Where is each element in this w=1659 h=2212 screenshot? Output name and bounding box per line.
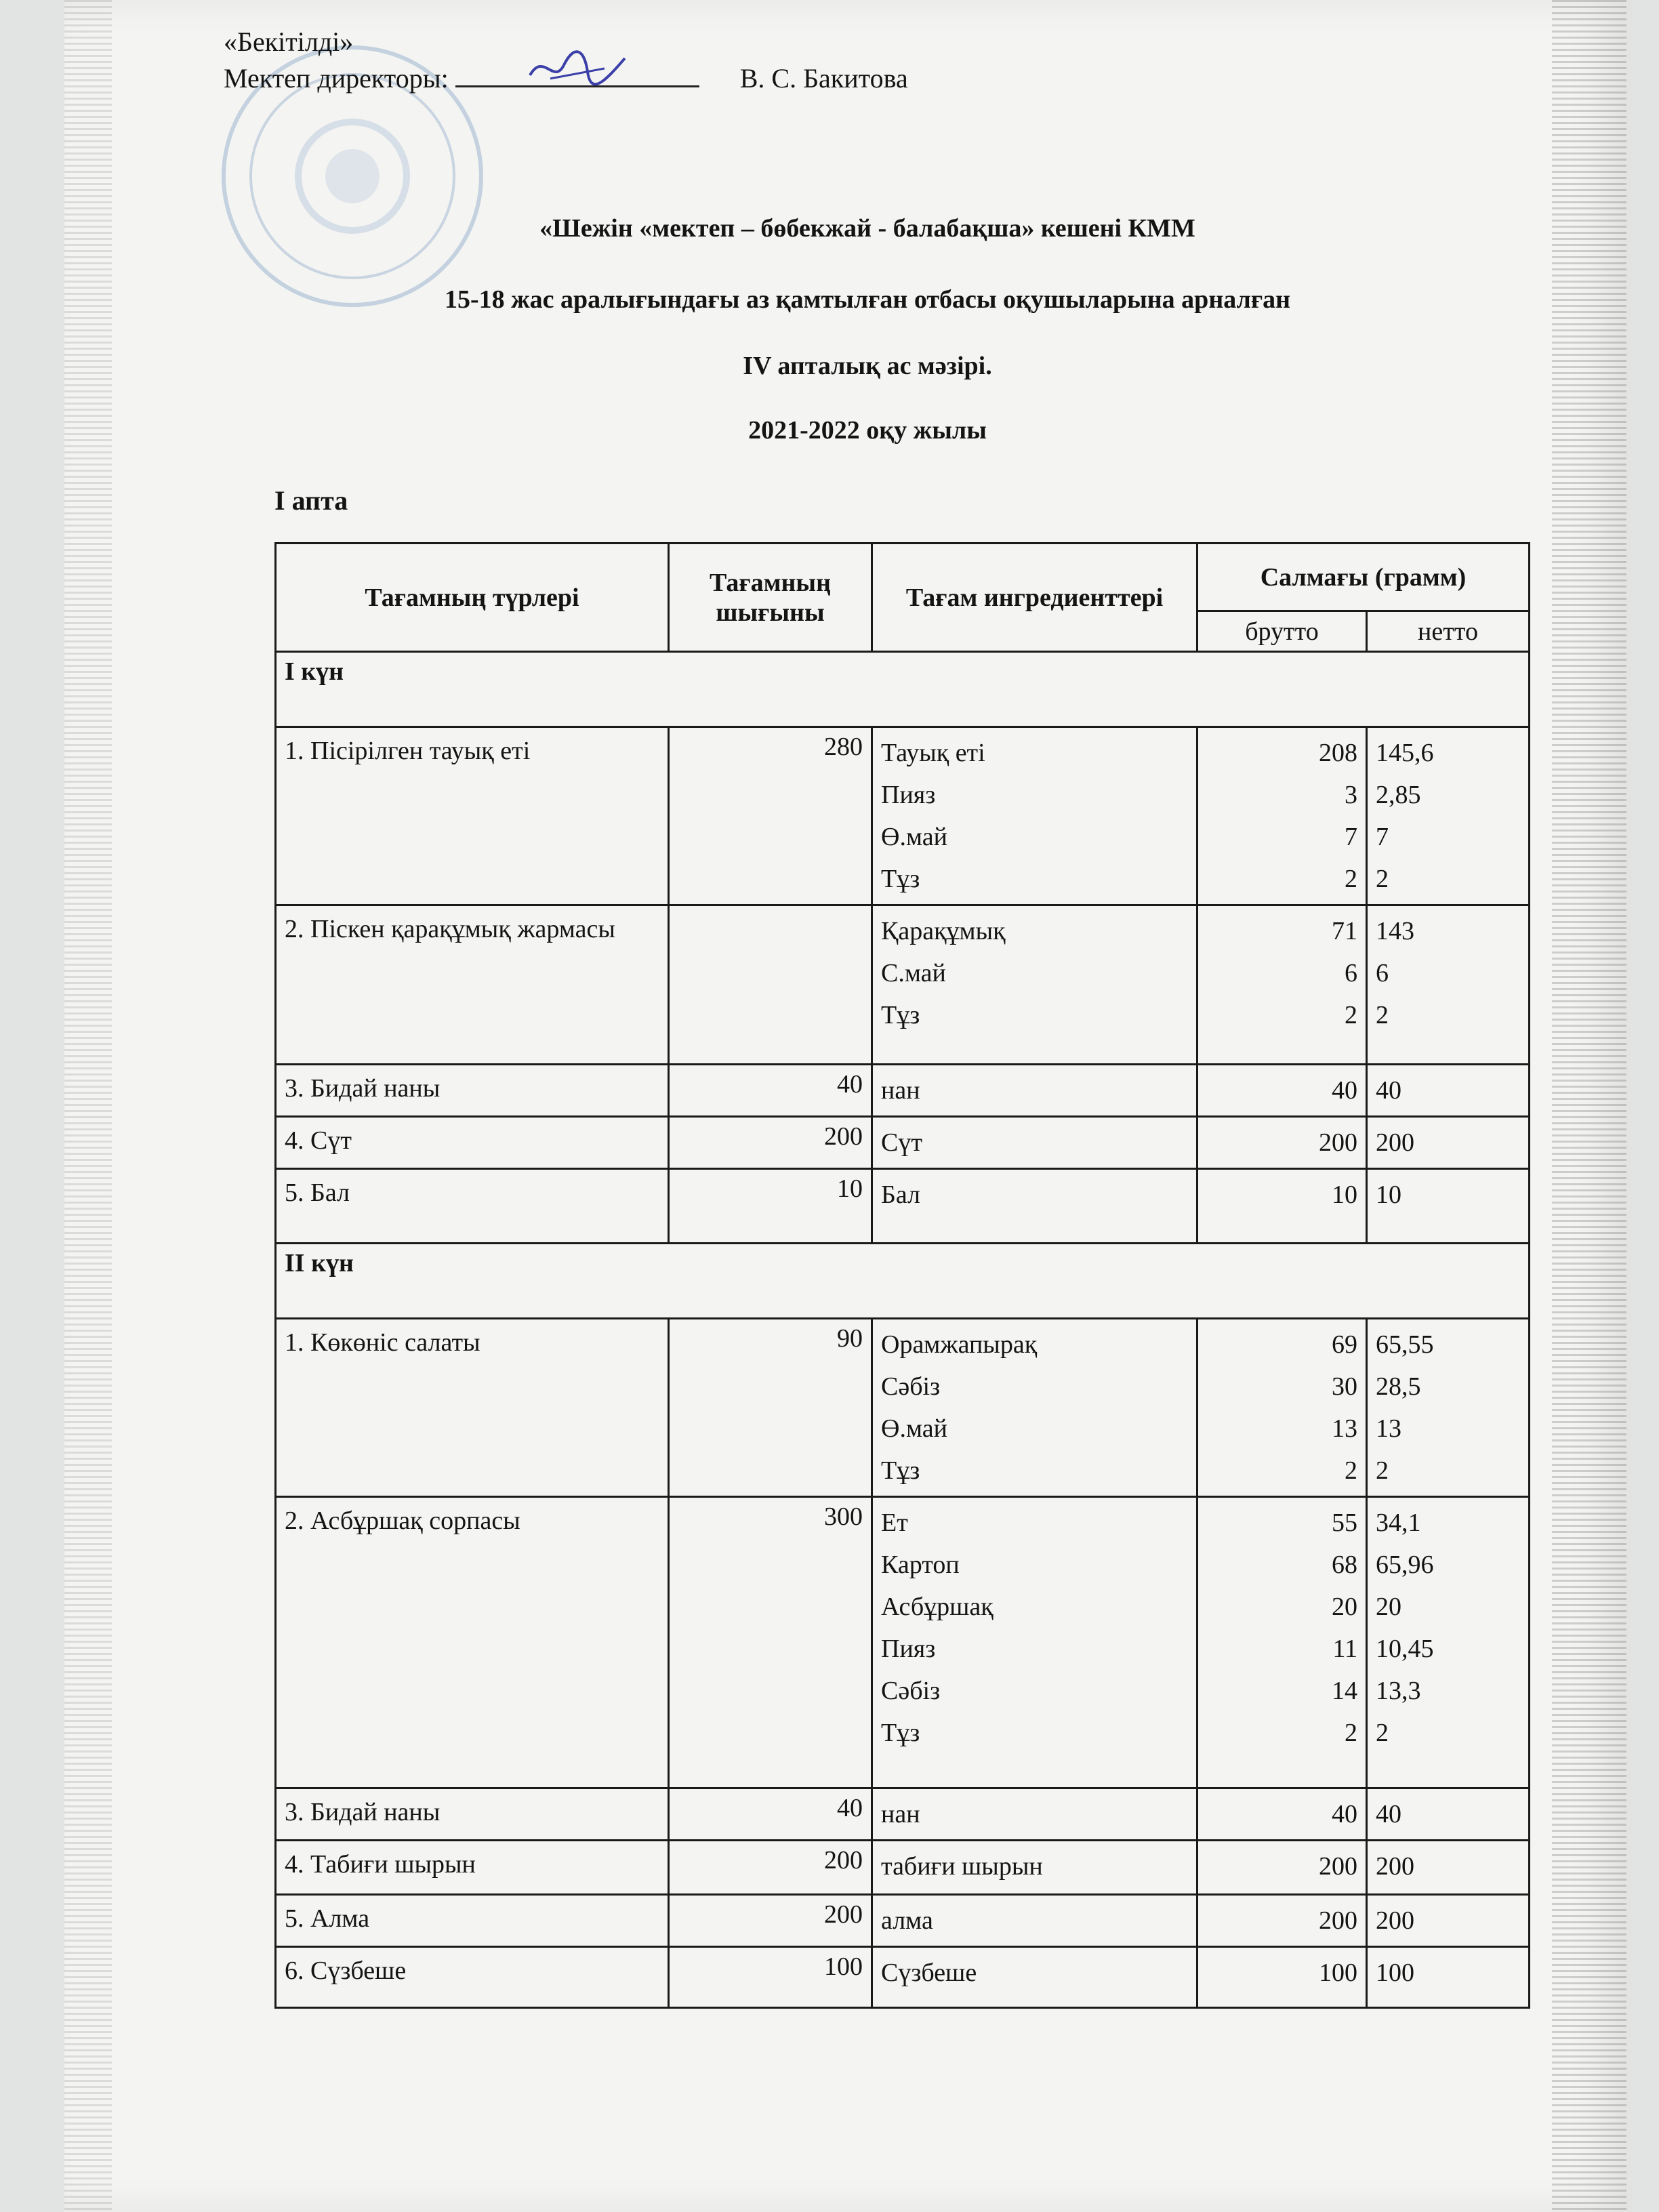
scan-edge-left [64, 0, 112, 2212]
netto-value: 7 [1376, 823, 1389, 851]
netto-value: 200 [1376, 1852, 1414, 1881]
dish-yield: 100 [669, 1947, 872, 2008]
dish-brutto-cell [1197, 1065, 1367, 1117]
dish-ingredients-cell [872, 1319, 1197, 1497]
dish-yield: 200 [669, 1117, 872, 1169]
ingredient-name: С.май [881, 959, 946, 987]
title-line-3: IV апталық ас мәзірі. [743, 352, 992, 380]
dish-row [276, 1497, 1530, 1788]
netto-value: 2 [1376, 1456, 1389, 1485]
brutto-value: 7 [1345, 823, 1357, 851]
netto-value: 13 [1376, 1414, 1401, 1443]
netto-value: 13,3 [1376, 1677, 1421, 1705]
dish-brutto-cell [1197, 905, 1367, 1065]
title-line-4: 2021-2022 оқу жылы [748, 416, 987, 445]
ingredient-name: Ет [881, 1509, 908, 1537]
dish-yield: 200 [669, 1841, 872, 1895]
dish-netto-cell [1367, 1065, 1530, 1117]
netto-value: 200 [1376, 1128, 1414, 1157]
title-line-2: 15-18 жас аралығындағы аз қамтылған отбасы оқушыларына арналған [444, 285, 1291, 314]
week-label: I апта [274, 485, 348, 516]
ingredient-name: табиғи шырын [881, 1852, 1043, 1881]
dish-row [276, 1947, 1530, 2008]
dish-row [276, 1319, 1530, 1497]
dish-row [276, 727, 1530, 905]
dish-netto-cell [1367, 1947, 1530, 2008]
brutto-value: 200 [1319, 1906, 1357, 1935]
dish-name: 6. Сүзбеше [276, 1947, 669, 2008]
brutto-value: 55 [1332, 1509, 1357, 1537]
dish-ingredients-cell [872, 727, 1197, 905]
director-name: В. С. Бакитова [739, 63, 908, 94]
dish-brutto-cell [1197, 1497, 1367, 1788]
ingredient-name: нан [881, 1076, 920, 1105]
brutto-value: 30 [1332, 1372, 1357, 1401]
menu-table [274, 542, 1530, 2009]
scan-edge-right [1552, 0, 1626, 2212]
dish-name: 1. Көкөніс салаты [276, 1319, 669, 1497]
ingredient-name: Бал [881, 1181, 920, 1209]
header-netto: нетто [1367, 611, 1530, 652]
ingredient-name: Пияз [881, 1635, 936, 1663]
brutto-value: 6 [1345, 959, 1357, 987]
header-ingredients: Тағам ингредиенттері [872, 544, 1197, 652]
dish-ingredients-cell [872, 1117, 1197, 1169]
brutto-value: 10 [1332, 1181, 1357, 1209]
brutto-value: 13 [1332, 1414, 1357, 1443]
dish-ingredients-cell [872, 1065, 1197, 1117]
dish-ingredients-cell [872, 1947, 1197, 2008]
signature-line [455, 58, 699, 87]
brutto-value: 200 [1319, 1128, 1357, 1157]
ingredient-name: Тауық еті [881, 739, 985, 767]
title-line-1: «Шежін «мектеп – бөбекжай - балабақша» кешені КММ [539, 214, 1195, 243]
brutto-value: 2 [1345, 1001, 1357, 1029]
dish-netto-cell [1367, 1117, 1530, 1169]
brutto-value: 200 [1319, 1852, 1357, 1881]
dish-netto-cell [1367, 1497, 1530, 1788]
dish-yield: 90 [669, 1319, 872, 1497]
netto-value: 65,96 [1376, 1551, 1434, 1579]
ingredient-name: Орамжапырақ [881, 1330, 1038, 1359]
dish-yield [669, 905, 872, 1065]
netto-value: 200 [1376, 1906, 1414, 1935]
ingredient-name: Сәбіз [881, 1372, 941, 1401]
dish-brutto-cell [1197, 1841, 1367, 1895]
netto-value: 145,6 [1376, 739, 1434, 767]
ingredient-name: Тұз [881, 865, 920, 893]
dish-name: 3. Бидай наны [276, 1788, 669, 1841]
dish-netto-cell [1367, 727, 1530, 905]
brutto-value: 2 [1345, 1719, 1357, 1747]
dish-name: 4. Табиғи шырын [276, 1841, 669, 1895]
dish-name: 1. Пісірілген тауық еті [276, 727, 669, 905]
ingredient-name: Сүт [881, 1128, 922, 1157]
dish-netto-cell [1367, 1788, 1530, 1841]
ingredient-name: Ө.май [881, 823, 947, 851]
netto-value: 40 [1376, 1800, 1401, 1828]
brutto-value: 71 [1332, 917, 1357, 945]
netto-value: 65,55 [1376, 1330, 1434, 1359]
dish-yield: 280 [669, 727, 872, 905]
ingredient-name: Тұз [881, 1456, 920, 1485]
day-row [276, 652, 1530, 727]
brutto-value: 208 [1319, 739, 1357, 767]
dish-yield: 200 [669, 1895, 872, 1947]
dish-row [276, 1841, 1530, 1895]
netto-value: 143 [1376, 917, 1414, 945]
ingredient-name: Ө.май [881, 1414, 947, 1443]
dish-name: 2. Піскен қарақұмық жармасы [276, 905, 669, 1065]
dish-netto-cell [1367, 1319, 1530, 1497]
dish-name: 3. Бидай наны [276, 1065, 669, 1117]
ingredient-name: Қарақұмық [881, 917, 1006, 945]
brutto-value: 40 [1332, 1800, 1357, 1828]
netto-value: 2 [1376, 865, 1389, 893]
brutto-value: 68 [1332, 1551, 1357, 1579]
dish-ingredients-cell [872, 1788, 1197, 1841]
brutto-value: 2 [1345, 1456, 1357, 1485]
dish-brutto-cell [1197, 1788, 1367, 1841]
menu-body [276, 652, 1530, 2008]
netto-value: 10,45 [1376, 1635, 1434, 1663]
dish-yield: 40 [669, 1065, 872, 1117]
dish-yield: 40 [669, 1788, 872, 1841]
ingredient-name: Картоп [881, 1551, 960, 1579]
dish-netto-cell [1367, 1895, 1530, 1947]
day-row [276, 1244, 1530, 1319]
dish-netto-cell [1367, 1169, 1530, 1244]
dish-row [276, 1169, 1530, 1244]
dish-brutto-cell [1197, 1169, 1367, 1244]
director-line [224, 58, 908, 95]
header-yield: Тағамның шығыны [669, 544, 872, 652]
director-label: Мектеп директоры: [224, 63, 449, 94]
netto-value: 2 [1376, 1719, 1389, 1747]
dish-row [276, 1895, 1530, 1947]
ingredient-name: алма [881, 1906, 933, 1935]
dish-row [276, 1065, 1530, 1117]
header-weight: Салмағы (грамм) [1197, 544, 1530, 611]
netto-value: 100 [1376, 1959, 1414, 1987]
dish-name: 5. Бал [276, 1169, 669, 1244]
dish-brutto-cell [1197, 727, 1367, 905]
dish-row [276, 905, 1530, 1065]
ingredient-name: Сүзбеше [881, 1959, 977, 1987]
dish-name: 2. Асбұршақ сорпасы [276, 1497, 669, 1788]
dish-ingredients-cell [872, 1841, 1197, 1895]
ingredient-name: Тұз [881, 1719, 920, 1747]
dish-ingredients-cell [872, 905, 1197, 1065]
dish-yield: 10 [669, 1169, 872, 1244]
brutto-value: 14 [1332, 1677, 1357, 1705]
netto-value: 2,85 [1376, 781, 1421, 809]
day-label: II күн [276, 1244, 1530, 1319]
netto-value: 28,5 [1376, 1372, 1421, 1401]
dish-ingredients-cell [872, 1169, 1197, 1244]
brutto-value: 100 [1319, 1959, 1357, 1987]
ingredient-name: Асбұршақ [881, 1593, 994, 1621]
dish-row [276, 1788, 1530, 1841]
header-type: Тағамның түрлері [276, 544, 669, 652]
netto-value: 34,1 [1376, 1509, 1421, 1537]
dish-netto-cell [1367, 1841, 1530, 1895]
dish-brutto-cell [1197, 1319, 1367, 1497]
ingredient-name: Сәбіз [881, 1677, 941, 1705]
dish-yield: 300 [669, 1497, 872, 1788]
ingredient-name: Тұз [881, 1001, 920, 1029]
dish-brutto-cell [1197, 1117, 1367, 1169]
dish-name: 4. Сүт [276, 1117, 669, 1169]
dish-ingredients-cell [872, 1497, 1197, 1788]
dish-row [276, 1117, 1530, 1169]
dish-name: 5. Алма [276, 1895, 669, 1947]
ingredient-name: Пияз [881, 781, 936, 809]
approval-block [224, 26, 908, 95]
dish-brutto-cell [1197, 1895, 1367, 1947]
netto-value: 6 [1376, 959, 1389, 987]
approval-label: «Бекітілді» [224, 26, 354, 57]
dish-ingredients-cell [872, 1895, 1197, 1947]
netto-value: 20 [1376, 1593, 1401, 1621]
signature [523, 45, 632, 92]
brutto-value: 3 [1345, 781, 1357, 809]
dish-brutto-cell [1197, 1947, 1367, 2008]
header-brutto: брутто [1197, 611, 1367, 652]
dish-netto-cell [1367, 905, 1530, 1065]
brutto-value: 2 [1345, 865, 1357, 893]
ingredient-name: нан [881, 1800, 920, 1828]
netto-value: 40 [1376, 1076, 1401, 1105]
netto-value: 10 [1376, 1181, 1401, 1209]
brutto-value: 11 [1332, 1635, 1357, 1663]
brutto-value: 40 [1332, 1076, 1357, 1105]
netto-value: 2 [1376, 1001, 1389, 1029]
brutto-value: 69 [1332, 1330, 1357, 1359]
day-label: I күн [276, 652, 1530, 727]
brutto-value: 20 [1332, 1593, 1357, 1621]
